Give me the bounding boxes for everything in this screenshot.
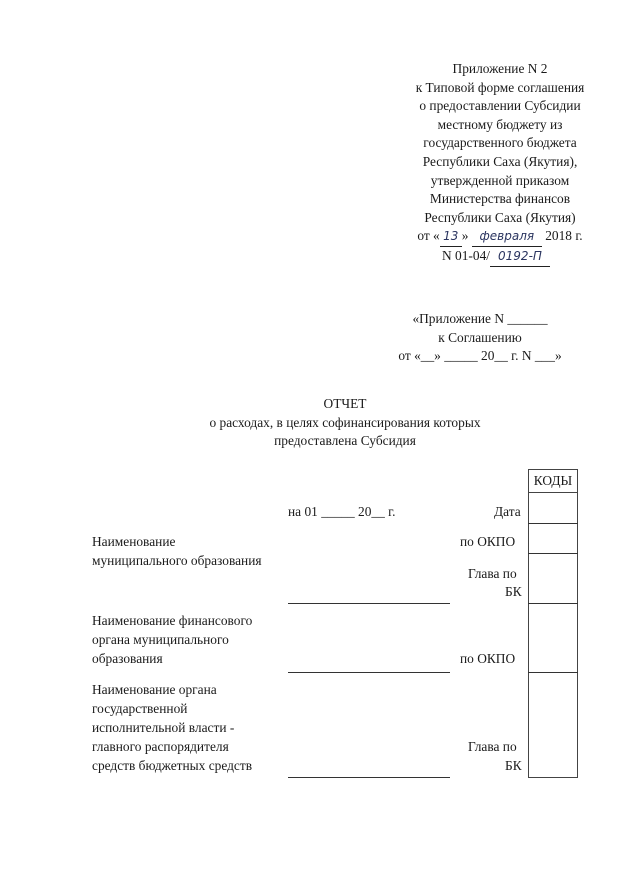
finorgan-label: образования (92, 651, 163, 666)
chapter-label: БК (505, 758, 522, 773)
handwritten-day: 13 (440, 227, 462, 247)
municipality-label: муниципального образования (92, 553, 262, 568)
approval-block (370, 60, 630, 267)
report-title-block (0, 395, 640, 451)
finorgan-field[interactable] (288, 672, 450, 673)
approval-line: Министерства финансов (429, 191, 571, 207)
codes-header: КОДЫ (528, 469, 578, 493)
finorgan-label: органа муниципального (92, 632, 229, 647)
codes-divider (528, 523, 578, 524)
approval-number: N 01-04/ 0192-П (362, 247, 630, 267)
authority-label: главного распорядителя (92, 739, 229, 754)
authority-label: средств бюджетных средств (92, 758, 253, 773)
handwritten-month: февраля (472, 227, 542, 247)
report-date-line: на 01 _____ 20__ г. (288, 504, 396, 519)
okpo-label: по ОКПО (460, 534, 516, 549)
approval-line: о предоставлении Субсидии (419, 98, 581, 114)
appendix-block (360, 310, 600, 366)
report-subtitle: предоставлена Субсидия (274, 433, 416, 449)
appendix-line: от «__» _____ 20__ г. N ___» (398, 348, 562, 364)
codes-divider (528, 553, 578, 554)
approval-line: утвержденной приказом (430, 172, 570, 188)
approval-date: от « 13 » февраля 2018 г. (370, 227, 630, 247)
approval-line: государственного бюджета (423, 135, 577, 151)
municipality-label: Наименование (92, 534, 176, 549)
authority-label: исполнительной власти - (92, 720, 235, 735)
appendix-line: «Приложение N ______ (412, 311, 548, 326)
approval-line: Республики Саха (Якутия), (422, 153, 578, 169)
approval-line: к Типовой форме соглашения (415, 79, 585, 95)
codes-divider (528, 603, 578, 604)
chapter-label: БК (505, 584, 522, 599)
authority-label: Наименование органа (92, 682, 217, 697)
finorgan-label: Наименование финансового (92, 613, 253, 628)
approval-line: местному бюджету из (437, 116, 563, 132)
date-label: Дата (494, 504, 521, 519)
authority-field[interactable] (288, 777, 450, 778)
appendix-line: к Соглашению (438, 329, 522, 345)
approval-line: Республики Саха (Якутия) (424, 209, 576, 225)
chapter-label: Глава по (468, 739, 517, 754)
chapter-label: Глава по (468, 566, 517, 581)
report-title: ОТЧЕТ (323, 396, 367, 411)
codes-column (528, 492, 578, 778)
authority-label: государственной (92, 701, 188, 716)
approval-line: Приложение N 2 (452, 61, 548, 76)
codes-divider (528, 672, 578, 673)
municipality-field[interactable] (288, 603, 450, 604)
report-subtitle: о расходах, в целях софинансирования которых (209, 414, 481, 430)
handwritten-number: 0192-П (490, 247, 550, 267)
okpo-label: по ОКПО (460, 651, 516, 666)
